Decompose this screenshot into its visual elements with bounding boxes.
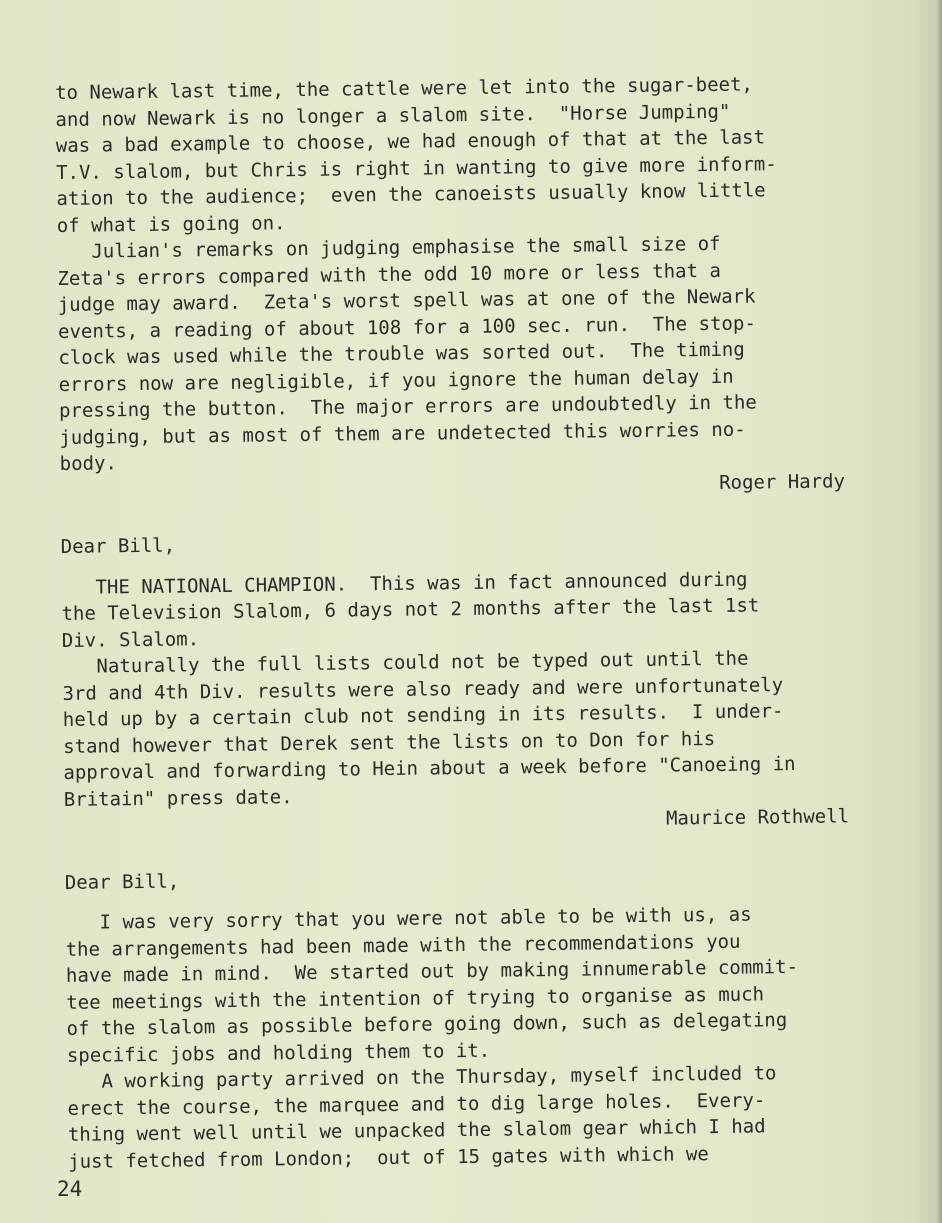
letter-3-salutation: Dear Bill,	[64, 870, 180, 894]
letter-3-line: I was very sorry that you were not able to be with us, as	[65, 903, 752, 934]
letter-1-line: was a bad example to choose, we had enough of that at the last	[55, 126, 766, 157]
letter-2-line: Britain" press date.	[63, 785, 293, 811]
letter-2-line: approval and forwarding to Hein about a week before "Canoeing in	[63, 753, 796, 784]
letter-3-line: thing went well until we unpacked the slalom gear which I had	[67, 1115, 766, 1146]
letter-2-signature: Maurice Rothwell	[665, 805, 850, 830]
letter-1-line: errors now are negligible, if you ignore the human delay in	[58, 365, 734, 396]
letter-1-line: judging, but as most of them are undetected this worries no-	[59, 418, 746, 449]
letter-3-line: erect the course, the marquee and to dig large holes. Every-	[67, 1088, 766, 1120]
letter-2	[61, 524, 900, 840]
letter-3-line: tee meetings with the intention of trying to organise as much	[66, 982, 765, 1014]
letter-2-line: Naturally the full lists could not be typed out until the	[62, 647, 749, 678]
letter-1-line: Zeta's errors compared with the odd 10 more or less that a	[57, 259, 721, 290]
letter-2-salutation: Dear Bill,	[60, 534, 176, 558]
letter-2-line: the Television Slalom, 6 days not 2 months after the last 1st	[61, 594, 760, 625]
letter-1-line: clock was used while the trouble was sorted out. The timing	[58, 338, 745, 369]
page-edge	[936, 0, 942, 1223]
letter-1	[55, 70, 895, 504]
letter-3-line: just fetched from London; out of 15 gates with which we	[68, 1142, 709, 1173]
letter-3-line: of the slalom as possible before going down, such as delegating	[66, 1009, 788, 1040]
document-text	[55, 70, 903, 1175]
letter-2-line: THE NATIONAL CHAMPION. This was in fact announced during	[61, 568, 748, 599]
letter-1-line: to Newark last time, the cattle were let into the sugar-beet,	[55, 73, 754, 104]
letter-1-signature: Roger Hardy	[718, 469, 846, 494]
letter-3	[65, 859, 904, 1175]
page-number: 24	[57, 1177, 83, 1201]
letter-3-line: the arrangements had been made with the recommendations you	[65, 930, 741, 961]
letter-1-line: Julian's remarks on judging emphasise the small size of	[56, 232, 721, 263]
letter-1-line: pressing the button. The major errors are undoubtedly in the	[58, 391, 757, 422]
letter-3-line: have made in mind. We started out by making innumerable commit-	[65, 955, 799, 987]
letter-2-line: 3rd and 4th Div. results were also ready and were unfortunately	[62, 673, 784, 705]
letter-1-line: and now Newark is no longer a slalom site. "Horse Jumping"	[55, 100, 731, 131]
letter-2-line: Div. Slalom.	[61, 627, 200, 652]
letter-1-line: of what is going on.	[56, 211, 286, 237]
letter-1-line: judge may award. Zeta's worst spell was at one of the Newark	[57, 285, 756, 316]
letter-1-line: events, a reading of about 108 for a 100 sec. run. The stop-	[57, 311, 756, 343]
letter-1-line: T.V. slalom, but Chris is right in wanting to give more inform-	[55, 152, 777, 184]
letter-3-line: specific jobs and holding them to it.	[66, 1039, 491, 1067]
letter-2-line: held up by a certain club not sending in its results. I under-	[62, 700, 784, 731]
letter-2-line: stand however that Derek sent the lists on to Don for his	[63, 727, 716, 758]
letter-1-line: body.	[59, 452, 118, 475]
letter-1-line: ation to the audience; even the canoeists usually know little	[56, 179, 766, 210]
letter-3-line: A working party arrived on the Thursday, myself included to	[67, 1062, 777, 1093]
